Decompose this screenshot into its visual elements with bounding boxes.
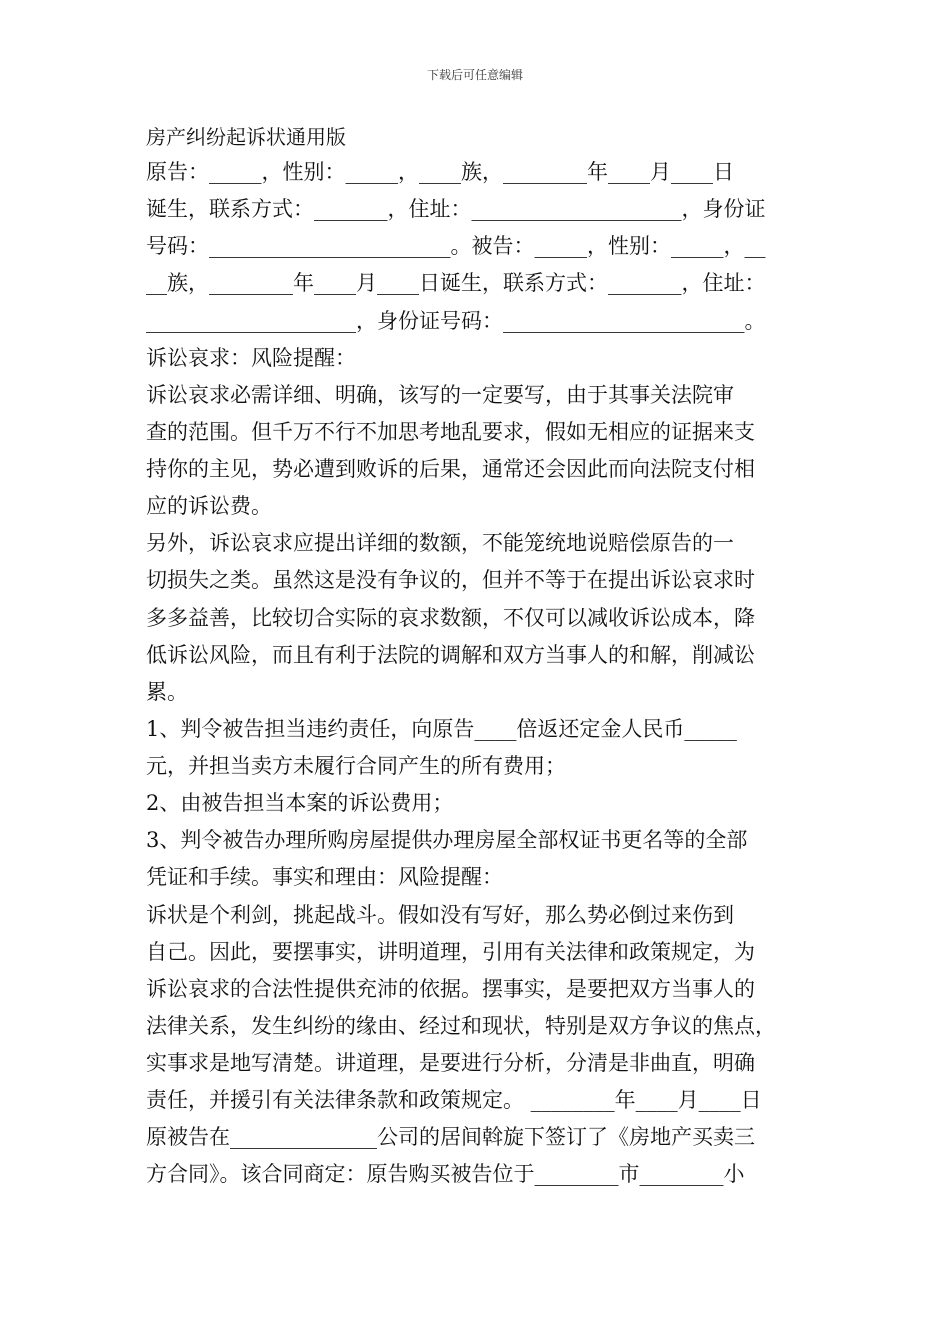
text-line: 诞生，联系方式：_______，住址：____________________，身份证 [146, 197, 766, 221]
text-line: 原被告在______________公司的居间斡旋下签订了《房地产买卖三 [146, 1125, 755, 1149]
text-line: 号码：_______________________。被告：_____，性别：_____，__ [146, 234, 766, 258]
text-line: 累。 [146, 680, 188, 704]
text-line: 实事求是地写清楚。讲道理，是要进行分析，分清是非曲直，明确 [146, 1051, 755, 1075]
text-line: 查的范围。但千万不行不加思考地乱要求，假如无相应的证据来支 [146, 420, 755, 444]
text-line: 切损失之类。虽然这是没有争议的，但并不等于在提出诉讼哀求时 [146, 568, 755, 592]
text-line: 另外，诉讼哀求应提出详细的数额，不能笼统地说赔偿原告的一 [146, 531, 734, 555]
text-line: ____________________，身份证号码：_______________________。 [146, 309, 766, 333]
page-header-note: 下载后可任意编辑 [426, 68, 523, 82]
claim-item: 1、判令被告担当违约责任，向原告____倍返还定金人民币_____ [146, 717, 737, 741]
text-line: 自己。因此，要摆事实，讲明道理，引用有关法律和政策规定，为 [146, 940, 755, 964]
text-line: 责任，并援引有关法律条款和政策规定。 ________年____月____日 [146, 1088, 762, 1112]
text-line: 诉状是个利剑，挑起战斗。假如没有写好，那么势必倒过来伤到 [146, 903, 734, 927]
text-line: 多多益善，比较切合实际的哀求数额，不仅可以减收诉讼成本，降 [146, 606, 755, 630]
claim-item: 3、判令被告办理所购房屋提供办理房屋全部权证书更名等的全部 [146, 828, 748, 852]
text-line: 原告：_____，性别：_____，____族，________年____月____日 [146, 160, 734, 184]
text-line: 凭证和手续。事实和理由：风险提醒： [146, 865, 503, 889]
text-line: 元，并担当卖方未履行合同产生的所有费用； [146, 754, 566, 778]
claim-item: 2、由被告担当本案的诉讼费用； [146, 791, 454, 815]
text-line: 诉讼哀求的合法性提供充沛的依据。摆事实，是要把双方当事人的 [146, 977, 755, 1001]
document-title: 房产纠纷起诉状通用版 [146, 125, 346, 149]
text-line: 持你的主见，势必遭到败诉的后果，通常还会因此而向法院支付相 [146, 457, 755, 481]
text-line: 应的诉讼费。 [146, 494, 272, 518]
text-line: __族，________年____月____日诞生，联系方式：_______，住址： [146, 271, 766, 295]
text-line: 低诉讼风险，而且有利于法院的调解和双方当事人的和解，削减讼 [146, 643, 755, 667]
section-heading: 诉讼哀求：风险提醒： [146, 346, 356, 370]
text-line: 法律关系，发生纠纷的缘由、经过和现状，特别是双方争议的焦点， [146, 1014, 776, 1038]
text-line: 方合同》。该合同商定：原告购买被告位于________市________小 [146, 1162, 745, 1186]
text-line: 诉讼哀求必需详细、明确，该写的一定要写，由于其事关法院审 [146, 383, 734, 407]
